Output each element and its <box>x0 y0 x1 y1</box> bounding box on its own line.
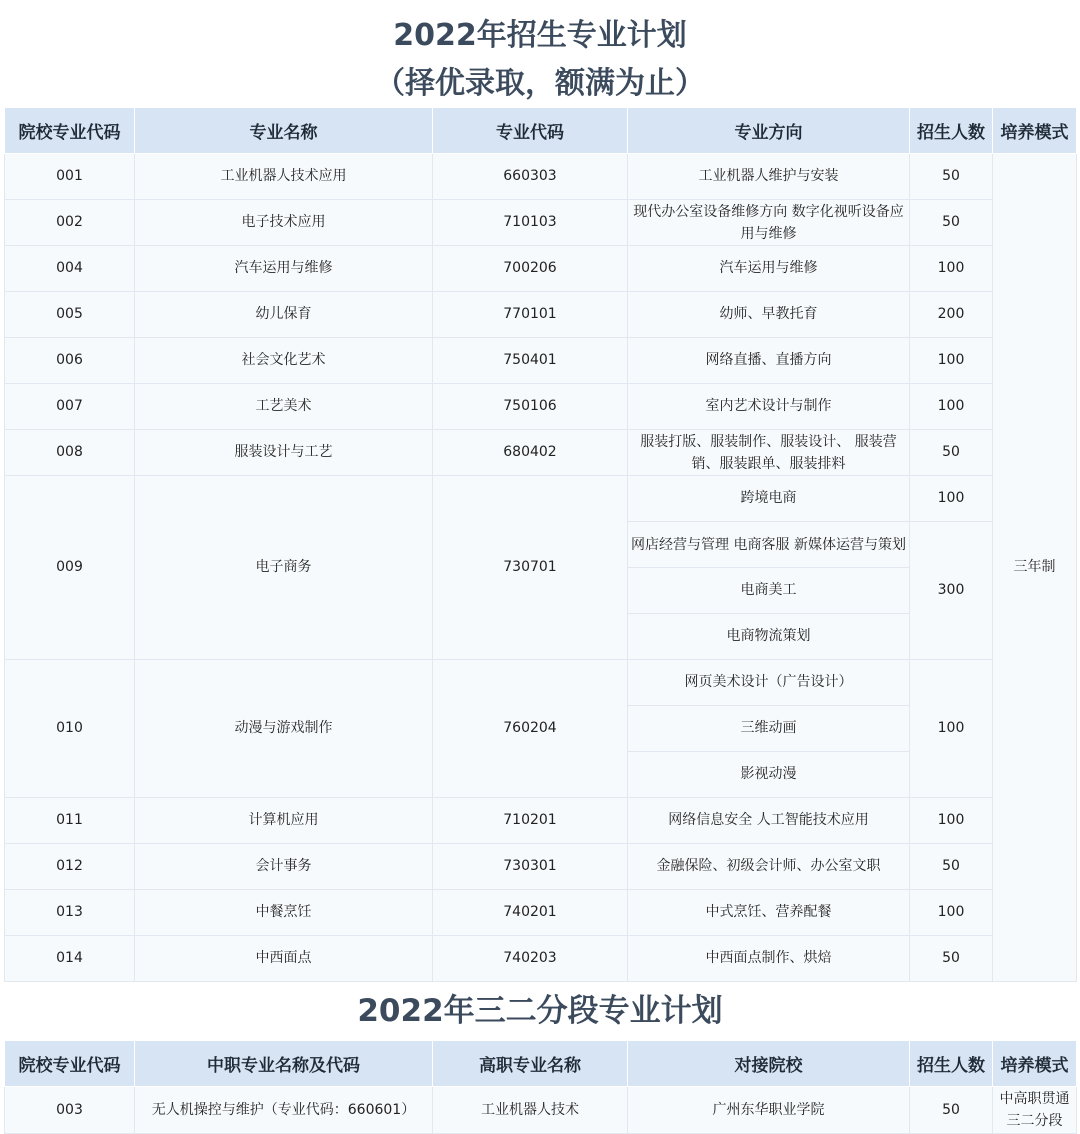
cell-direction: 网络信息安全 人工智能技术应用 <box>628 798 910 844</box>
cell-name: 汽车运用与维修 <box>135 246 433 292</box>
cell-direction: 三维动画 <box>628 706 910 752</box>
table-row <box>5 1087 1077 1134</box>
cell-count: 100 <box>910 246 993 292</box>
table-header-row <box>5 1041 1077 1087</box>
table-row <box>5 338 1077 384</box>
cell-direction: 电商美工 <box>628 568 910 614</box>
cell-direction: 影视动漫 <box>628 752 910 798</box>
cell-major-code: 710103 <box>433 200 628 246</box>
table-row <box>5 384 1077 430</box>
cell-direction: 服装打版、服装制作、服装设计、 服装营销、服装跟单、服装排料 <box>628 430 910 476</box>
cell-name: 中餐烹饪 <box>135 890 433 936</box>
cell-count: 200 <box>910 292 993 338</box>
cell-major-code: 680402 <box>433 430 628 476</box>
table-row <box>5 660 1077 706</box>
table-row <box>5 246 1077 292</box>
header-vocational-major: 中职专业名称及代码 <box>135 1041 433 1087</box>
cell-mode: 三年制 <box>993 154 1077 982</box>
cell-name: 工业机器人技术应用 <box>135 154 433 200</box>
cell-code: 013 <box>5 890 135 936</box>
cell-direction: 网店经营与管理 电商客服 新媒体运营与策划 <box>628 522 910 568</box>
cell-direction: 汽车运用与维修 <box>628 246 910 292</box>
header-major-code: 专业代码 <box>433 108 628 154</box>
cell-direction: 工业机器人维护与安装 <box>628 154 910 200</box>
cell-major-code: 740201 <box>433 890 628 936</box>
cell-direction: 网络直播、直播方向 <box>628 338 910 384</box>
cell-major-code: 760204 <box>433 660 628 798</box>
cell-count: 100 <box>910 798 993 844</box>
cell-direction: 现代办公室设备维修方向 数字化视听设备应用与维修 <box>628 200 910 246</box>
table-row <box>5 798 1077 844</box>
cell-code: 008 <box>5 430 135 476</box>
table-header-row <box>5 108 1077 154</box>
cell-count: 50 <box>910 154 993 200</box>
header-direction: 专业方向 <box>628 108 910 154</box>
cell-code: 011 <box>5 798 135 844</box>
table-row <box>5 844 1077 890</box>
segment-plan-table <box>4 1040 1077 1134</box>
table-row <box>5 200 1077 246</box>
cell-major-code: 660303 <box>433 154 628 200</box>
header-partner-college: 对接院校 <box>628 1041 910 1087</box>
cell-code: 004 <box>5 246 135 292</box>
cell-major-code: 730301 <box>433 844 628 890</box>
cell-major-code: 700206 <box>433 246 628 292</box>
cell-count: 100 <box>910 338 993 384</box>
cell-direction: 中式烹饪、营养配餐 <box>628 890 910 936</box>
cell-code: 009 <box>5 476 135 660</box>
cell-major-code: 750401 <box>433 338 628 384</box>
cell-major-code: 740203 <box>433 936 628 982</box>
cell-name: 电子商务 <box>135 476 433 660</box>
cell-count: 100 <box>910 384 993 430</box>
cell-higher-major: 工业机器人技术 <box>433 1087 628 1134</box>
cell-major-code: 710201 <box>433 798 628 844</box>
cell-count: 50 <box>910 844 993 890</box>
cell-code: 014 <box>5 936 135 982</box>
cell-code: 007 <box>5 384 135 430</box>
cell-count: 50 <box>910 1087 993 1134</box>
cell-direction: 金融保险、初级会计师、办公室文职 <box>628 844 910 890</box>
header-mode: 培养模式 <box>993 1041 1077 1087</box>
cell-count: 50 <box>910 936 993 982</box>
cell-major-code: 770101 <box>433 292 628 338</box>
cell-name: 计算机应用 <box>135 798 433 844</box>
cell-mode: 中高职贯通 三二分段 <box>993 1087 1077 1134</box>
cell-direction: 电商物流策划 <box>628 614 910 660</box>
table-row <box>5 430 1077 476</box>
table-row <box>5 292 1077 338</box>
cell-vocational-major: 无人机操控与维护（专业代码：660601） <box>135 1087 433 1134</box>
header-mode: 培养模式 <box>993 108 1077 154</box>
header-enrollment: 招生人数 <box>910 108 993 154</box>
cell-code: 005 <box>5 292 135 338</box>
cell-code: 001 <box>5 154 135 200</box>
cell-direction: 中西面点制作、烘焙 <box>628 936 910 982</box>
cell-count: 100 <box>910 660 993 798</box>
cell-name: 电子技术应用 <box>135 200 433 246</box>
cell-name: 幼儿保育 <box>135 292 433 338</box>
cell-code: 010 <box>5 660 135 798</box>
header-school-code: 院校专业代码 <box>5 108 135 154</box>
cell-name: 会计事务 <box>135 844 433 890</box>
cell-count: 300 <box>910 522 993 660</box>
cell-name: 社会文化艺术 <box>135 338 433 384</box>
cell-major-code: 750106 <box>433 384 628 430</box>
cell-direction: 网页美术设计（广告设计） <box>628 660 910 706</box>
header-higher-major: 高职专业名称 <box>433 1041 628 1087</box>
cell-name: 中西面点 <box>135 936 433 982</box>
segment-plan-title: 2022年三二分段专业计划 <box>357 993 723 1029</box>
cell-direction: 室内艺术设计与制作 <box>628 384 910 430</box>
cell-direction: 幼师、早教托育 <box>628 292 910 338</box>
header-enrollment: 招生人数 <box>910 1041 993 1087</box>
cell-code: 003 <box>5 1087 135 1134</box>
table-row <box>5 936 1077 982</box>
cell-partner-college: 广州东华职业学院 <box>628 1087 910 1134</box>
cell-code: 002 <box>5 200 135 246</box>
cell-count: 50 <box>910 430 993 476</box>
table-row <box>5 154 1077 200</box>
header-school-code: 院校专业代码 <box>5 1041 135 1087</box>
cell-count: 50 <box>910 200 993 246</box>
cell-name: 工艺美术 <box>135 384 433 430</box>
cell-direction: 跨境电商 <box>628 476 910 522</box>
enrollment-plan-table <box>4 107 1077 982</box>
table-row <box>5 890 1077 936</box>
cell-count: 100 <box>910 476 993 522</box>
plan-title: 2022年招生专业计划 <box>393 18 687 53</box>
plan-subtitle: （择优录取，额满为止） <box>375 66 705 101</box>
cell-name: 服装设计与工艺 <box>135 430 433 476</box>
cell-code: 012 <box>5 844 135 890</box>
table-row <box>5 476 1077 522</box>
cell-name: 动漫与游戏制作 <box>135 660 433 798</box>
cell-code: 006 <box>5 338 135 384</box>
cell-count: 100 <box>910 890 993 936</box>
cell-major-code: 730701 <box>433 476 628 660</box>
header-major-name: 专业名称 <box>135 108 433 154</box>
